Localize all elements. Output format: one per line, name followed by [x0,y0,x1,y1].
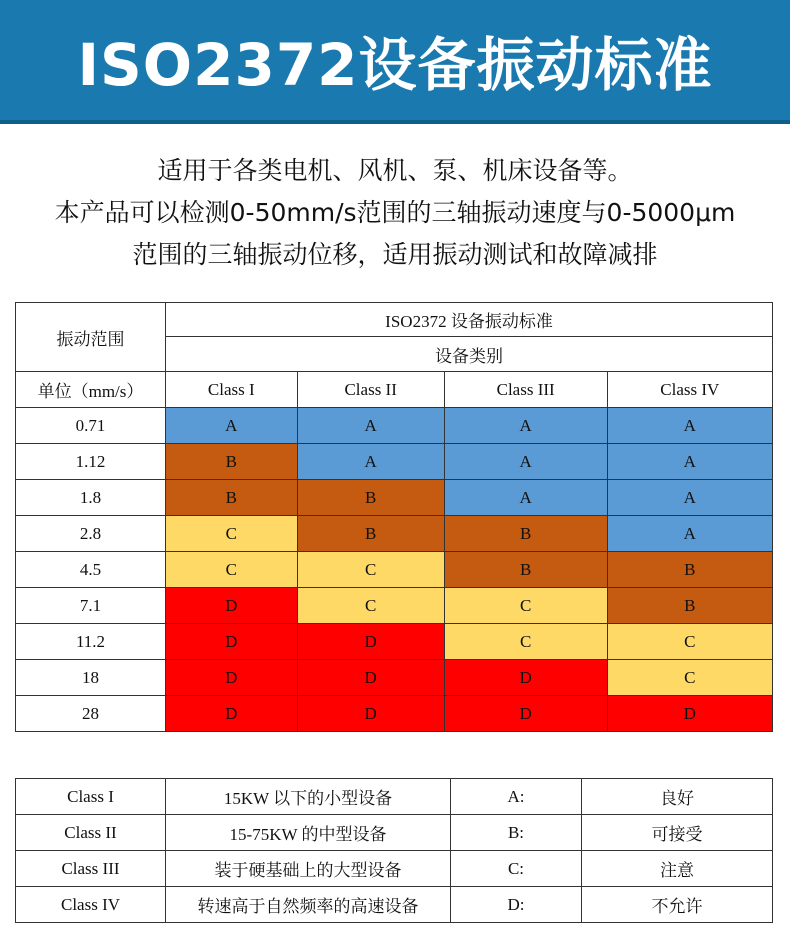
grade-cell: D [444,696,607,732]
grade-cell: C [444,588,607,624]
grade-cell: A [607,408,772,444]
intro-line-2: 本产品可以检测0-50mm/s范围的三轴振动速度与0-5000μm [54,198,736,227]
legend-grade: A: [451,779,582,815]
intro-line-3: 范围的三轴振动位移，适用振动测试和故障减排 [132,240,658,269]
table-row [16,552,773,588]
grade-cell: B [444,552,607,588]
intro-line-1: 适用于各类电机、风机、泵、机床设备等。 [157,156,633,185]
table-row [16,444,773,480]
legend-description: 15-75KW 的中型设备 [166,815,451,851]
grade-cell: D [297,696,444,732]
grade-cell: C [607,624,772,660]
table-row [16,480,773,516]
legend-meaning: 可接受 [582,815,773,851]
grade-cell: C [607,660,772,696]
grade-cell: D [607,696,772,732]
velocity-value: 2.8 [16,516,166,552]
grade-rows [16,408,773,732]
grade-cell: D [297,624,444,660]
grade-cell: B [297,516,444,552]
velocity-value: 1.8 [16,480,166,516]
legend-grade: D: [451,887,582,923]
legend-grade: C: [451,851,582,887]
grade-cell: B [607,588,772,624]
velocity-value: 0.71 [16,408,166,444]
velocity-value: 7.1 [16,588,166,624]
legend-meaning: 注意 [582,851,773,887]
table-row [16,696,773,732]
page-title: ISO2372设备振动标准 [77,31,713,99]
grade-cell: C [166,516,298,552]
table-row [16,624,773,660]
legend-row [16,887,773,923]
grade-cell: B [607,552,772,588]
grade-cell: C [444,624,607,660]
grade-cell: D [166,660,298,696]
table-header-row [16,303,773,337]
grade-cell: A [297,444,444,480]
legend-meaning: 不允许 [582,887,773,923]
velocity-value: 18 [16,660,166,696]
table-title: ISO2372 设备振动标准 [166,303,773,337]
legend-rows [16,779,773,923]
legend-table [15,778,773,923]
header-banner [0,0,790,124]
table-class-row [16,372,773,408]
velocity-value: 4.5 [16,552,166,588]
grade-cell: A [607,444,772,480]
grade-cell: D [444,660,607,696]
legend-description: 15KW 以下的小型设备 [166,779,451,815]
grade-cell: A [607,480,772,516]
velocity-value: 11.2 [16,624,166,660]
vibration-standard-table [15,302,773,732]
grade-cell: A [607,516,772,552]
range-label: 振动范围 [16,303,166,372]
legend-class: Class I [16,779,166,815]
grade-cell: B [444,516,607,552]
legend-grade: B: [451,815,582,851]
grade-cell: D [297,660,444,696]
grade-cell: D [166,624,298,660]
legend-description: 装于硬基础上的大型设备 [166,851,451,887]
grade-cell: C [166,552,298,588]
grade-cell: A [444,480,607,516]
legend-row [16,779,773,815]
unit-label: 单位（mm/s） [16,372,166,408]
grade-cell: A [297,408,444,444]
grade-cell: D [166,696,298,732]
table-row [16,516,773,552]
category-label: 设备类别 [166,337,773,372]
grade-cell: A [166,408,298,444]
grade-cell: A [444,444,607,480]
legend-row [16,851,773,887]
velocity-value: 28 [16,696,166,732]
legend-class: Class III [16,851,166,887]
table-row [16,660,773,696]
class-header: Class I [166,372,298,408]
legend-class: Class IV [16,887,166,923]
class-header: Class IV [607,372,772,408]
table-row [16,408,773,444]
legend-row [16,815,773,851]
table-row [16,588,773,624]
grade-cell: A [444,408,607,444]
grade-cell: C [297,588,444,624]
grade-cell: C [297,552,444,588]
grade-cell: B [297,480,444,516]
velocity-value: 1.12 [16,444,166,480]
legend-description: 转速高于自然频率的高速设备 [166,887,451,923]
grade-cell: B [166,444,298,480]
legend-meaning: 良好 [582,779,773,815]
intro-text [0,150,790,276]
grade-cell: D [166,588,298,624]
legend-class: Class II [16,815,166,851]
grade-cell: B [166,480,298,516]
class-header: Class III [444,372,607,408]
class-header: Class II [297,372,444,408]
